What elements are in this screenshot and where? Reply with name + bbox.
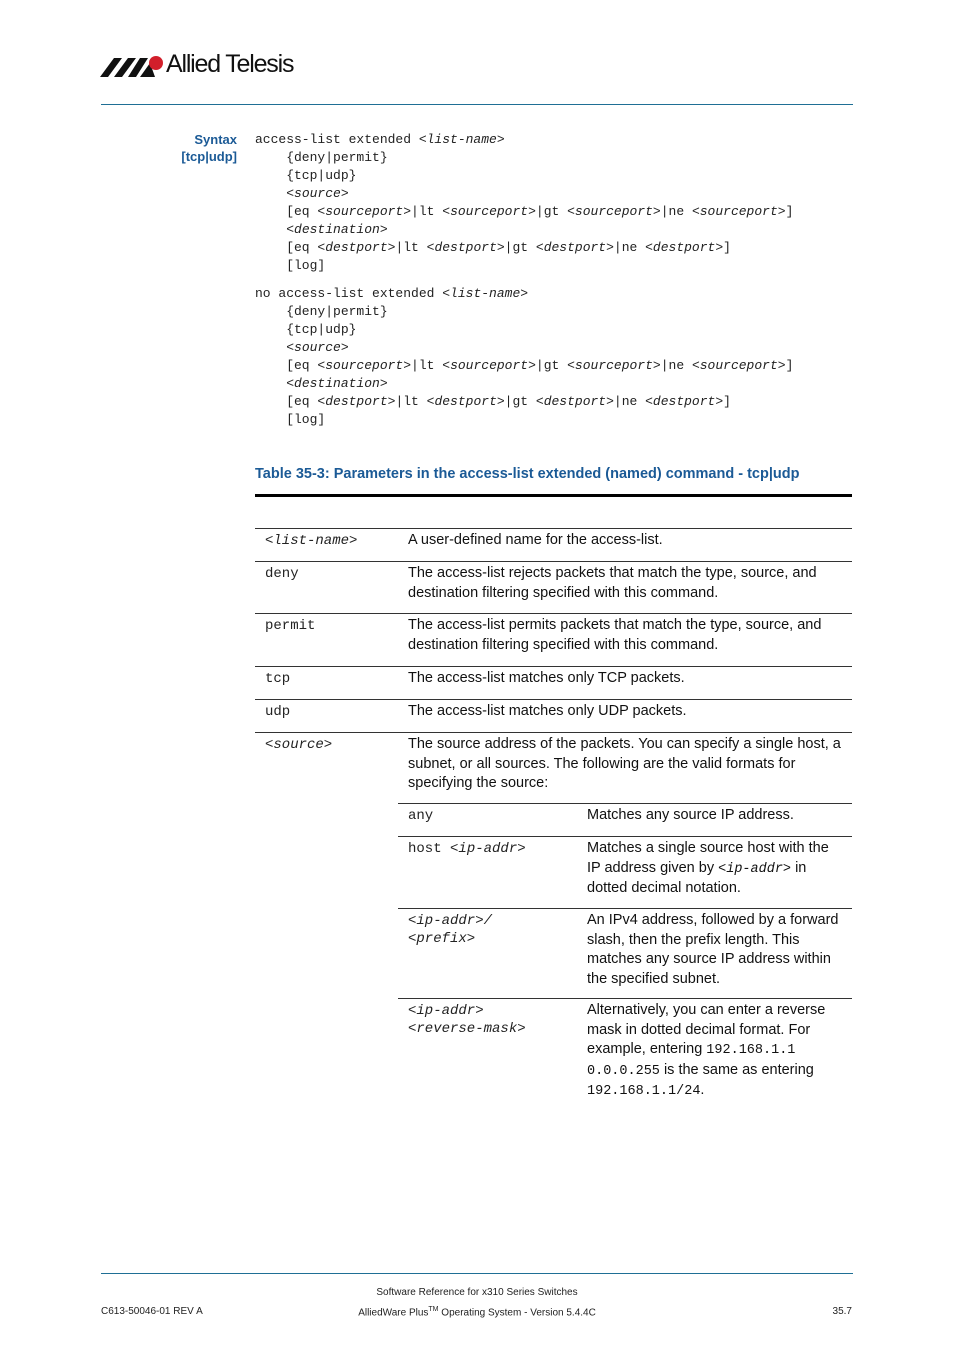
param-name: <reverse-mask>: [408, 1021, 526, 1037]
description-text: slash, then the prefix length. This: [587, 931, 800, 948]
syntax-token: {tcp|udp}: [255, 168, 357, 183]
syntax-token: |ne: [613, 394, 646, 409]
syntax-token: |gt: [504, 394, 536, 409]
param-name: <prefix>: [408, 931, 476, 947]
syntax-line: [255, 257, 793, 275]
description-text: IP address given by: [587, 859, 719, 876]
param-name: any: [408, 808, 434, 824]
param-name: <source>: [265, 737, 333, 753]
description-text: matches any source IP address within: [587, 951, 831, 967]
table-title-rule: [255, 494, 852, 497]
param-description: [408, 616, 848, 655]
syntax-token: <destport>: [535, 394, 614, 409]
param-description: [587, 839, 849, 899]
param-description: [587, 806, 849, 826]
table-row-divider: [255, 699, 852, 700]
syntax-token: <destport>: [426, 240, 505, 255]
brand-name: Allied Telesis: [166, 50, 294, 78]
syntax-token: {deny|permit}: [255, 150, 388, 165]
description-text: example, entering: [587, 1041, 707, 1057]
syntax-token: <list-name>: [442, 286, 529, 301]
syntax-token: <destport>: [317, 240, 396, 255]
syntax-line: [255, 239, 793, 257]
syntax-token: [eq: [255, 358, 318, 373]
subtable-row-divider: [398, 803, 852, 804]
syntax-token: no access-list extended: [255, 286, 443, 301]
syntax-token: access-list extended: [255, 132, 419, 147]
placeholder: <ip-addr>: [450, 841, 526, 857]
syntax-token: [255, 222, 286, 237]
allied-telesis-logo-icon: [100, 51, 166, 81]
table-row-divider: [255, 561, 852, 562]
syntax-line: [255, 203, 793, 221]
param-description: [408, 735, 848, 794]
syntax-token: <list-name>: [418, 132, 505, 147]
param-description: [587, 1001, 849, 1102]
param-name: <ip-addr>/: [408, 913, 493, 929]
syntax-line: [255, 131, 793, 149]
subtable-row-divider: [398, 836, 852, 837]
subtable-row-divider: [398, 908, 852, 909]
syntax-token: [eq: [255, 240, 318, 255]
syntax-token: <sourceport>: [691, 358, 786, 373]
description-text: subnet, or all sources. The following are the valid formats for: [408, 755, 796, 772]
syntax-token: <sourceport>: [567, 204, 661, 219]
syntax-block-add: [255, 131, 793, 275]
syntax-token: ]: [723, 240, 731, 255]
syntax-token: [255, 376, 286, 391]
description-text: .: [700, 1082, 705, 1098]
param-name: udp: [265, 704, 291, 720]
syntax-token: <sourceport>: [442, 204, 536, 219]
syntax-token: |gt: [535, 358, 568, 373]
description-text: destination filtering specified with this command.: [408, 636, 719, 653]
table-title: Table 35-3: Parameters in the access-list extended (named) command - tcp|udp: [255, 466, 800, 482]
syntax-line: [255, 149, 793, 167]
footer-title: Software Reference for x310 Series Switches: [376, 1287, 578, 1298]
syntax-line: [255, 339, 793, 357]
description-text: specifying the source:: [408, 775, 549, 791]
syntax-token: |lt: [395, 394, 427, 409]
syntax-block-remove: [255, 285, 793, 429]
syntax-line: [255, 321, 793, 339]
syntax-token: <sourceport>: [317, 358, 412, 373]
param-name: [408, 841, 526, 857]
syntax-token: <destport>: [426, 394, 505, 409]
syntax-token: ]: [785, 358, 794, 373]
syntax-line: [255, 303, 793, 321]
description-text: 192.168.1.1/24: [587, 1084, 701, 1099]
syntax-line: [255, 411, 793, 429]
table-row-divider: [255, 613, 852, 614]
syntax-token: <sourceport>: [567, 358, 661, 373]
syntax-token: <destination>: [286, 222, 388, 237]
syntax-token: <sourceport>: [691, 204, 786, 219]
syntax-token: <source>: [286, 340, 349, 355]
param-name: <list-name>: [265, 533, 358, 549]
syntax-line: [255, 185, 793, 203]
syntax-token: <destport>: [645, 394, 724, 409]
description-text: <ip-addr>: [718, 861, 792, 877]
syntax-token: [log]: [255, 258, 326, 273]
syntax-token: <sourceport>: [442, 358, 536, 373]
syntax-token: ]: [723, 394, 731, 409]
syntax-token: |gt: [504, 240, 536, 255]
footer-product: AlliedWare Plus: [358, 1307, 429, 1319]
syntax-token: [log]: [255, 412, 326, 427]
description-text: 192.168.1.1: [706, 1043, 796, 1058]
description-text: The access-list matches only UDP packets.: [408, 703, 687, 719]
param-description: [408, 564, 848, 603]
description-text: A user-defined name for the access-list.: [408, 532, 663, 548]
syntax-token: <sourceport>: [317, 204, 412, 219]
param-name: <ip-addr>: [408, 1003, 484, 1019]
footer-doc-id: C613-50046-01 REV A: [101, 1306, 203, 1317]
table-header-rule: [255, 528, 852, 529]
description-text: Matches a single source host with the: [587, 840, 829, 856]
param-name: permit: [265, 618, 316, 634]
description-text: Alternatively, you can enter a reverse: [587, 1002, 826, 1018]
description-text: the specified subnet.: [587, 970, 721, 987]
param-description: [408, 531, 848, 551]
description-text: The access-list permits packets that match the type, source, and: [408, 617, 822, 633]
footer-divider: [101, 1273, 853, 1274]
description-text: mask in dotted decimal format. For: [587, 1021, 811, 1038]
footer-page-number: 35.7: [832, 1306, 852, 1317]
syntax-token: |lt: [411, 358, 443, 373]
description-text: in: [791, 859, 807, 876]
syntax-line: [255, 221, 793, 239]
syntax-sublabel: [tcp|udp]: [181, 149, 237, 164]
table-row-divider: [255, 732, 852, 733]
table-row-divider: [255, 666, 852, 667]
param-name: tcp: [265, 671, 291, 687]
param-name: deny: [265, 566, 299, 582]
syntax-token: <destination>: [286, 376, 388, 391]
syntax-token: <destport>: [645, 240, 724, 255]
syntax-token: {tcp|udp}: [255, 322, 357, 337]
param-description: [408, 669, 848, 689]
description-text: Matches any source IP address.: [587, 807, 794, 823]
description-text: The source address of the packets. You can specify a single host, a: [408, 736, 841, 752]
syntax-token: |ne: [660, 204, 692, 219]
syntax-line: [255, 393, 793, 411]
subtable-row-divider: [398, 998, 852, 999]
syntax-token: [255, 340, 286, 355]
header-divider: [101, 104, 853, 105]
syntax-token: {deny|permit}: [255, 304, 388, 319]
syntax-token: [eq: [255, 394, 318, 409]
brand-logo: [100, 48, 300, 82]
syntax-line: [255, 167, 793, 185]
footer-os-version: Operating System - Version 5.4.4C: [438, 1307, 596, 1319]
syntax-token: ]: [785, 204, 794, 219]
syntax-token: |lt: [395, 240, 427, 255]
description-text: The access-list matches only TCP packets.: [408, 670, 685, 686]
description-text: is the same as entering: [659, 1061, 814, 1078]
syntax-token: <destport>: [535, 240, 614, 255]
syntax-token: [eq: [255, 204, 318, 219]
param-description: [587, 911, 849, 989]
syntax-token: <destport>: [317, 394, 396, 409]
description-text: An IPv4 address, followed by a forward: [587, 912, 839, 928]
description-text: dotted decimal notation.: [587, 880, 741, 896]
syntax-token: [255, 186, 286, 201]
description-text: The access-list rejects packets that match the type, source, and: [408, 565, 817, 581]
keyword: host: [408, 841, 451, 857]
syntax-line: [255, 285, 793, 303]
description-text: destination filtering specified with this command.: [408, 584, 719, 601]
syntax-token: |ne: [660, 358, 692, 373]
syntax-token: <source>: [286, 186, 349, 201]
syntax-token: |gt: [535, 204, 568, 219]
syntax-line: [255, 375, 793, 393]
syntax-token: |lt: [411, 204, 443, 219]
footer-tm: TM: [428, 1306, 439, 1313]
param-description: [408, 702, 848, 722]
syntax-label: Syntax: [194, 132, 237, 147]
syntax-line: [255, 357, 793, 375]
description-text: 0.0.0.255: [587, 1063, 660, 1079]
syntax-token: |ne: [613, 240, 646, 255]
